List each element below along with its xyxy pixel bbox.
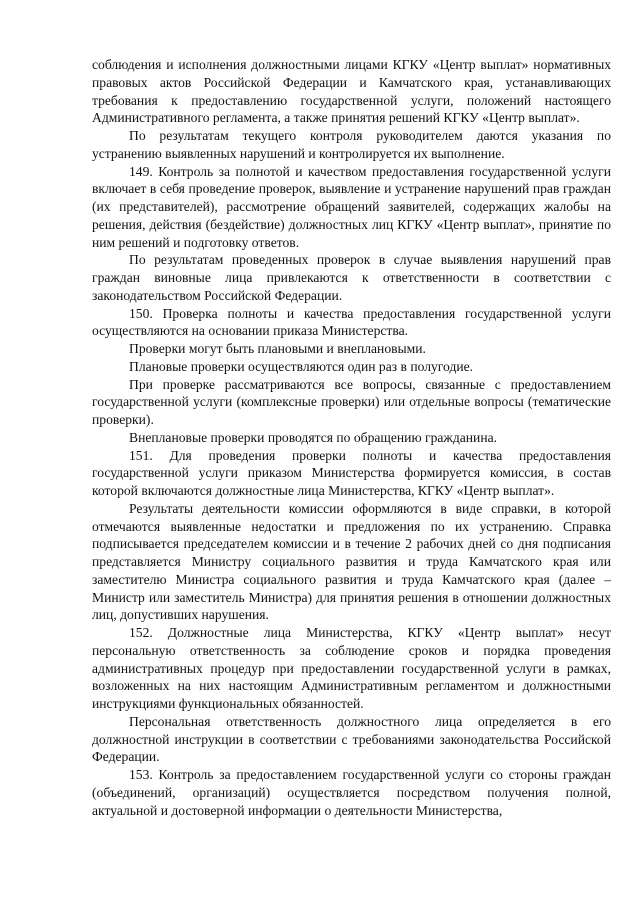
- paragraph-continuation: соблюдения и исполнения должностными лицами КГКУ «Центр выплат» нормативных правовых актов Российской Федерации и Камчатского края, устанавливающих требования к предоставлению государственной услуги, положений настоящего Административного регламента, а также принятия решений КГКУ «Центр выплат».: [92, 57, 611, 126]
- paragraph-153: 153. Контроль за предоставлением государственной услуги со стороны граждан (объединений, организаций) осуществляется посредством получения полной, актуальной и достоверной информации о деятельности Министерства,: [92, 767, 611, 818]
- paragraph-151: 151. Для проведения проверки полноты и качества предоставления государственной услуги приказом Министерства формируется комиссия, в состав которой включаются должностные лица Министерства, КГКУ «Центр выплат».: [92, 447, 611, 498]
- paragraph: Проверки могут быть плановыми и внеплановыми.: [129, 341, 426, 356]
- paragraph-150: 150. Проверка полноты и качества предоставления государственной услуги осуществляются на основании приказа Министерства.: [92, 305, 611, 339]
- paragraph: При проверке рассматриваются все вопросы, связанные с предоставлением государственной услуги (комплексные проверки) или отдельные вопросы (тематические проверки).: [92, 376, 611, 427]
- document-page: [92, 56, 611, 819]
- paragraph: Внеплановые проверки проводятся по обращению гражданина.: [129, 429, 498, 445]
- paragraph-149: 149. Контроль за полнотой и качеством предоставления государственной услуги включает в себя проведение проверок, выявление и устранение нарушений прав граждан (их представителей), рассмотрение обращений заявителей, содержащих жалобы на решения, действия (бездействие) должностных лиц КГКУ «Центр выплат», принятие по ним решений и подготовку ответов.: [92, 163, 611, 250]
- paragraph-152: 152. Должностные лица Министерства, КГКУ «Центр выплат» несут персональную ответственность за соблюдение сроков и порядка проведения административных процедур при предоставлении государственной услуги в рамках, возложенных на них настоящим Административным регламентом и должностными инструкциями функциональных обязанностей.: [92, 625, 611, 711]
- paragraph: Плановые проверки осуществляются один раз в полугодие.: [129, 358, 474, 374]
- paragraph: По результатам текущего контроля руководителем даются указания по устранению выявленных нарушений и контролируется их выполнение.: [92, 128, 611, 161]
- paragraph: Персональная ответственность должностного лица определяется в его должностной инструкции в соответствии с требованиями законодательства Российской Федерации.: [92, 713, 611, 765]
- paragraph: По результатам проведенных проверок в случае выявления нарушений прав граждан виновные лица привлекаются к ответственности в соответствии с законодательством Российской Федерации.: [92, 252, 611, 303]
- paragraph: Результаты деятельности комиссии оформляются в виде справки, в которой отмечаются выявленные недостатки и предложения по их устранению. Справка подписывается председателем комиссии и в течение 2 рабочих дней со дня подписания представляется Министру социального развития и труда Камчатского края или заместителю Министра социального развития и труда Камчатского края (далее – Министр или заместитель Министра) для принятия решения в отношении должностных лиц, допустивших нарушения.: [92, 500, 611, 623]
